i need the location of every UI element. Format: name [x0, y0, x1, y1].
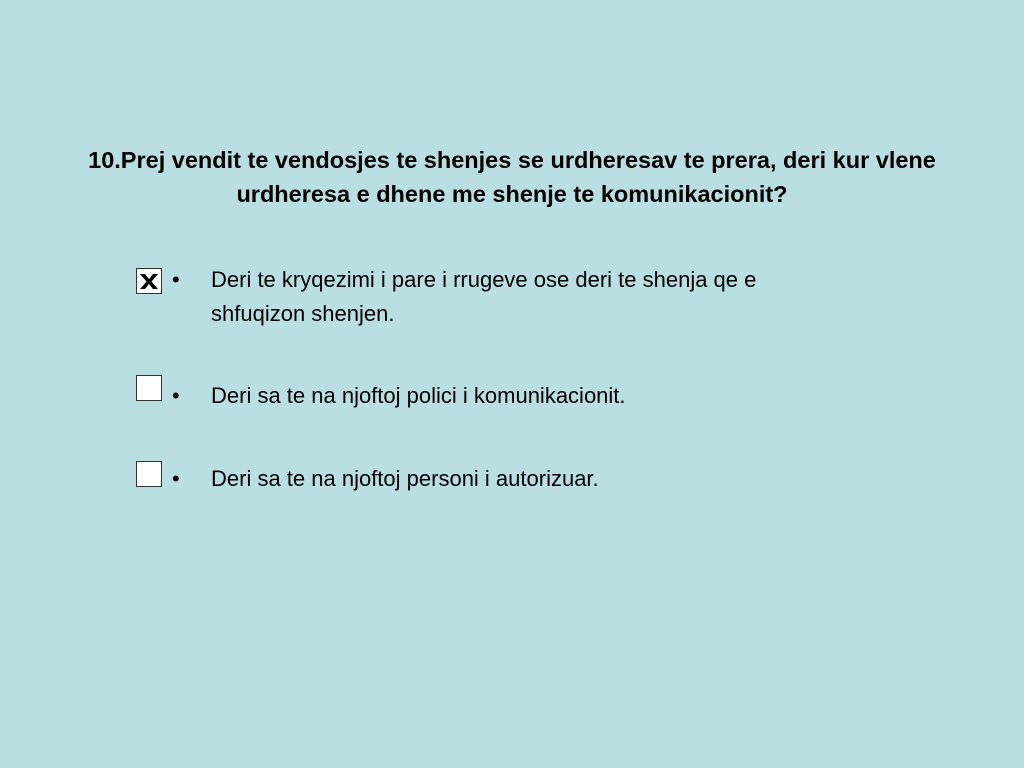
- answer-text-3: Deri sa te na njoftoj personi i autorizuar.: [211, 466, 599, 491]
- answer-checkbox-2[interactable]: [136, 375, 162, 401]
- answer-text-1: Deri te kryqezimi i pare i rrugeve ose deri te shenja qe e shfuqizon shenjen.: [211, 267, 757, 326]
- answer-checkbox-3[interactable]: [136, 461, 162, 487]
- bullet: •: [172, 466, 180, 491]
- bullet: •: [172, 383, 180, 408]
- x-check-icon: [137, 269, 161, 293]
- answer-text-2: Deri sa te na njoftoj polici i komunikacionit.: [211, 383, 626, 408]
- question-text: 10.Prej vendit te vendosjes te shenjes se urdheresav te prera, deri kur vlene urdheresa e dhene me shenje te komunikacionit?: [88, 147, 936, 207]
- bullet: •: [172, 267, 180, 292]
- answer-checkbox-1[interactable]: [136, 268, 162, 294]
